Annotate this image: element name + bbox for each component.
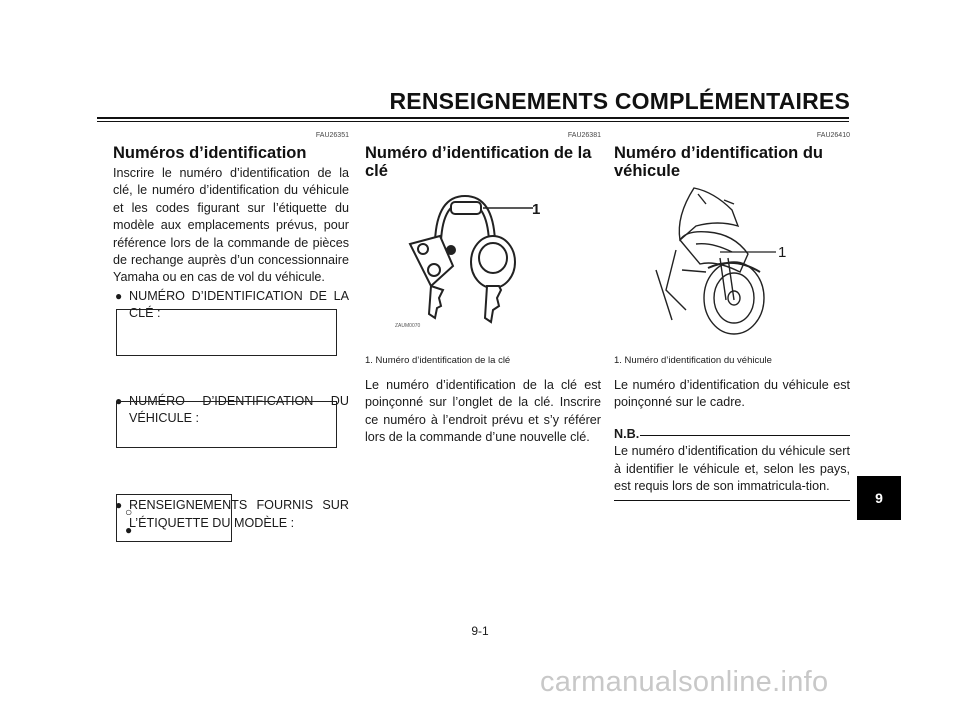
intro-paragraph: Inscrire le numéro d’identification de la clé, le numéro d’identification du véhicule et les codes figurant sur l’étiquette du modèle aux emplacements prévus, pour référence lors de la commande de pièces de rechange auprès d’un concessionnaire Yamaha ou en cas de vol du véhicule.: [113, 166, 349, 285]
bullet-text: NUMÉRO D’IDENTIFICATION DU VÉHICULE :: [129, 393, 349, 426]
section-code: FAU26351: [315, 132, 349, 139]
key-number-entry-box[interactable]: [116, 309, 337, 356]
circle-open-icon: ○: [125, 505, 133, 519]
vehicle-callout-number: 1: [778, 244, 787, 261]
section-title: Numéro d’identification de la clé: [365, 144, 592, 180]
section-code: FAU26381: [567, 132, 601, 139]
key-callout-number: 1: [532, 201, 541, 218]
watermark: carmanualsonline.info: [540, 666, 829, 698]
note-label: N.B.: [614, 426, 640, 441]
section-title: Numéro d’identification du véhicule: [614, 144, 823, 180]
page-number: 9-1: [471, 624, 489, 638]
note-body: Le numéro d’identification du véhicule sert à identifier le véhicule et, selon les pays, est requis lors de son immatricula-tion.: [614, 444, 850, 494]
note-rule: [640, 435, 850, 436]
header-rule-thin: [97, 121, 849, 122]
note-title: [614, 426, 850, 443]
page-header-title: RENSEIGNEMENTS COMPLÉMENTAIRES: [389, 88, 850, 114]
bullet-icon: ●: [115, 288, 123, 303]
bullet-icon: ●: [115, 393, 123, 408]
figure-code: ZAUM0070: [395, 323, 421, 329]
bullet-text: RENSEIGNEMENTS FOURNIS SUR L’ÉTIQUETTE DU MODÈLE :: [129, 498, 349, 530]
key-figure: [365, 186, 601, 334]
vehicle-number-entry-box[interactable]: [116, 401, 337, 448]
bullet-icon: ●: [115, 498, 123, 513]
header-rule: [97, 117, 849, 119]
model-label-entry-box[interactable]: [116, 494, 232, 542]
scooter-figure: [636, 180, 796, 340]
body-paragraph: Le numéro d’identification du véhicule est poinçonné sur le cadre.: [614, 378, 850, 410]
section-code: FAU26410: [816, 132, 850, 139]
note-end-rule: [614, 500, 850, 501]
figure-caption: 1. Numéro d’identification de la clé: [365, 355, 511, 366]
bullet-text: NUMÉRO D’IDENTIFICATION DE LA CLÉ :: [129, 288, 349, 321]
chapter-tab[interactable]: 9: [857, 476, 901, 520]
circle-filled-icon: ●: [125, 523, 133, 537]
body-paragraph: Le numéro d’identification de la clé est poinçonné sur l’onglet de la clé. Inscrire ce numéro à l’endroit prévu et s’y référer lors de la commande d’une nouvelle clé.: [365, 378, 601, 445]
section-title: Numéros d’identification: [113, 144, 307, 162]
figure-caption: 1. Numéro d’identification du véhicule: [614, 355, 772, 366]
